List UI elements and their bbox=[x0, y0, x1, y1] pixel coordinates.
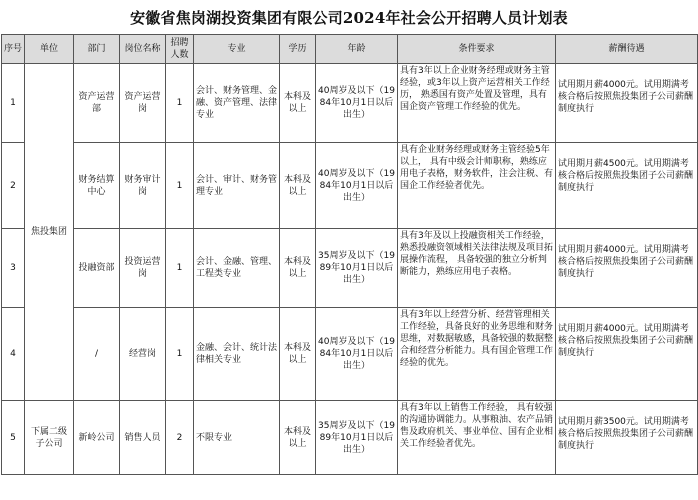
table-row bbox=[2, 308, 698, 401]
cell-count: 1 bbox=[166, 143, 194, 229]
cell-age: 35周岁及以下（1989年10月1日以后出生） bbox=[316, 401, 398, 475]
cell-position: 经营岗 bbox=[120, 308, 166, 401]
header-req: 条件要求 bbox=[398, 35, 556, 64]
cell-edu: 本科及以上 bbox=[280, 401, 316, 475]
header-count: 招聘人数 bbox=[166, 35, 194, 64]
cell-count: 1 bbox=[166, 229, 194, 308]
table-row bbox=[2, 143, 698, 229]
header-position: 岗位名称 bbox=[120, 35, 166, 64]
cell-seq: 4 bbox=[2, 308, 25, 401]
header-age: 年龄 bbox=[316, 35, 398, 64]
cell-unit-group: 焦投集团 bbox=[25, 64, 74, 401]
cell-dept: 财务结算中心 bbox=[74, 143, 120, 229]
table-row bbox=[2, 64, 698, 143]
pay-text: 试用期月薪3500元。试用期满考核合格后按照焦投集团子公司薪酬制度执行 bbox=[558, 417, 694, 451]
cell-position: 资产运营岗 bbox=[120, 64, 166, 143]
cell-age: 40周岁及以下（1984年10月1日以后出生） bbox=[316, 308, 398, 401]
cell-requirements: 具有3年及以上投融资相关工作经验，熟悉投融资领域相关法律法规及项目拓展操作流程， 具备较强的独立分析判断能力，熟练应用电子表格。 bbox=[398, 229, 556, 308]
cell-major: 会计、金融、管理、工程类专业 bbox=[194, 229, 280, 308]
cell-seq: 1 bbox=[2, 64, 25, 143]
cell-pay bbox=[556, 229, 698, 308]
cell-count: 2 bbox=[166, 401, 194, 475]
header-seq: 序号 bbox=[2, 35, 25, 64]
page-title: 安徽省焦岗湖投资集团有限公司2024年社会公开招聘人员计划表 bbox=[130, 9, 568, 27]
cell-edu: 本科及以上 bbox=[280, 64, 316, 143]
pay-text: 试用期月薪4000元。试用期满考核合格后按照焦投集团子公司薪酬制度执行 bbox=[558, 245, 694, 279]
cell-count: 1 bbox=[166, 64, 194, 143]
cell-edu: 本科及以上 bbox=[280, 308, 316, 401]
cell-age: 40周岁及以下（1984年10月1日以后出生） bbox=[316, 143, 398, 229]
cell-dept: 新岭公司 bbox=[74, 401, 120, 475]
cell-position: 销售人员 bbox=[120, 401, 166, 475]
table-row bbox=[2, 401, 698, 475]
cell-seq: 3 bbox=[2, 229, 25, 308]
header-major: 专业 bbox=[194, 35, 280, 64]
cell-dept: 资产运营部 bbox=[74, 64, 120, 143]
pay-text: 试用期月薪4000元。试用期满考核合格后按照焦投集团子公司薪酬制度执行 bbox=[558, 80, 694, 114]
pay-text: 试用期月薪4500元。试用期满考核合格后按照焦投集团子公司薪酬制度执行 bbox=[558, 159, 694, 193]
cell-age: 40周岁及以下（1984年10月1日以后出生） bbox=[316, 64, 398, 143]
cell-requirements: 具有3年以上经营分析、经营管理相关工作经验，具备良好的业务思维和财务思维，对数据敏感，具备较强的数据整合和经营分析能力。具有国企管理工作经验的优先。 bbox=[398, 308, 556, 401]
header-unit: 单位 bbox=[25, 35, 74, 64]
cell-requirements: 具有企业财务经理或财务主管经验5年以上， 具有中级会计师职称，熟练应用电子表格，财务软件，注会注税、有国企工作经验者优先。 bbox=[398, 143, 556, 229]
cell-seq: 5 bbox=[2, 401, 25, 475]
cell-pay bbox=[556, 308, 698, 401]
cell-edu: 本科及以上 bbox=[280, 229, 316, 308]
recruitment-table bbox=[1, 34, 698, 475]
cell-pay bbox=[556, 401, 698, 475]
cell-age: 35周岁及以下（1989年10月1日以后出生） bbox=[316, 229, 398, 308]
cell-pay bbox=[556, 143, 698, 229]
cell-requirements: 具有3年以上企业财务经理或财务主管经验，或3年以上资产运营相关工作经历， 熟悉国有资产处置及管理，具有国企资产管理工作经验的优先。 bbox=[398, 64, 556, 143]
table-row bbox=[2, 229, 698, 308]
cell-count: 1 bbox=[166, 308, 194, 401]
cell-position: 投资运营岗 bbox=[120, 229, 166, 308]
cell-major: 不限专业 bbox=[194, 401, 280, 475]
cell-major: 会计、审计、财务管理专业 bbox=[194, 143, 280, 229]
cell-unit-sub: 下属二级子公司 bbox=[25, 401, 74, 475]
pay-text: 试用期月薪4000元。试用期满考核合格后按照焦投集团子公司薪酬制度执行 bbox=[558, 324, 694, 358]
header-edu: 学历 bbox=[280, 35, 316, 64]
header-pay: 薪酬待遇 bbox=[556, 35, 698, 64]
header-row bbox=[2, 35, 698, 64]
cell-requirements: 具有3年以上销售工作经验， 具有较强的沟通协调能力。从事粮油、农产品销售及政府机关、事业单位、国有企业相关工作经验者优先。 bbox=[398, 401, 556, 475]
cell-major: 会计、财务管理、金融、资产管理、法律专业 bbox=[194, 64, 280, 143]
cell-dept: 投融资部 bbox=[74, 229, 120, 308]
cell-position: 财务审计岗 bbox=[120, 143, 166, 229]
cell-pay bbox=[556, 64, 698, 143]
header-dept: 部门 bbox=[74, 35, 120, 64]
cell-edu: 本科及以上 bbox=[280, 143, 316, 229]
cell-dept: / bbox=[74, 308, 120, 401]
cell-seq: 2 bbox=[2, 143, 25, 229]
cell-major: 金融、会计、统计法律相关专业 bbox=[194, 308, 280, 401]
